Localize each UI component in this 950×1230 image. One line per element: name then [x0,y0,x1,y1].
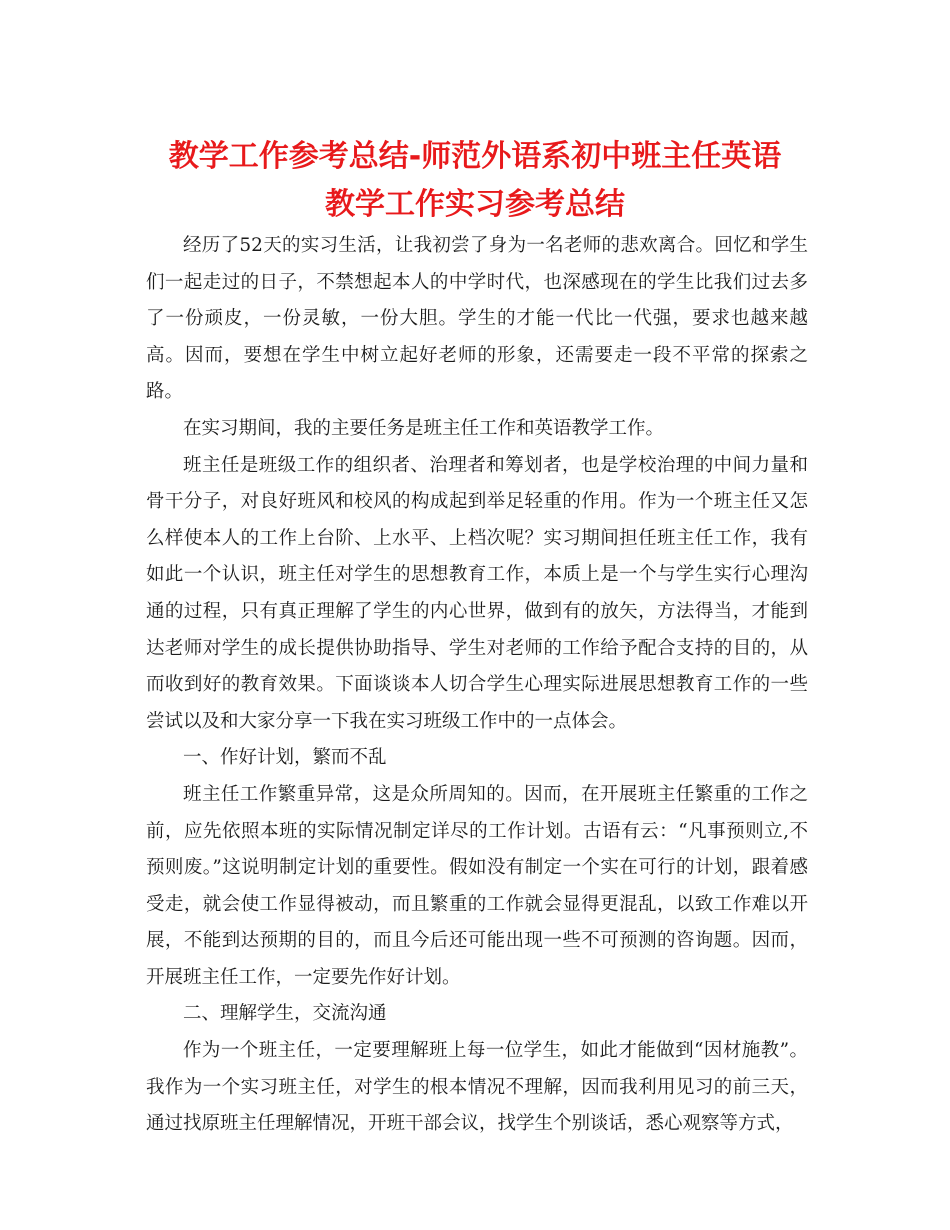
title-line-1: 教学工作参考总结-师范外语系初中班主任英语 [168,139,782,174]
paragraph-understanding-students: 作为一个班主任，一定要理解班上每一位学生，如此才能做到“因材施教”。我作为一个实习班主任，对学生的根本情况不理解，因而我利用见习的前三天，通过找原班主任理解情况，开班干部会议，找学生个别谈话，悉心观察等方式， [146,1040,808,1135]
paragraph-head-teacher-role: 班主任是班级工作的组织者、治理者和筹划者，也是学校治理的中间力量和骨干分子，对良好班风和校风的构成起到举足轻重的作用。作为一个班主任又怎么样使本人的工作上台阶、上水平、上档次呢？实习期间担任班主任工作，我有如此一个认识，班主任对学生的思想教育工作，本质上是一个与学生实行心理沟通的过程，只有真正理解了学生的内心世界，做到有的放矢，方法得当，才能到达老师对学生的成长提供协助指导、学生对老师的工作给予配合支持的目的，从而收到好的教育效果。下面谈谈本人切合学生心理实际进展思想教育工作的一些尝试以及和大家分享一下我在实习班级工作中的一点体会。 [146,454,808,732]
paragraph-intro: 经历了52天的实习生活，让我初尝了身为一名老师的悲欢离合。回忆和学生们一起走过的日子，不禁想起本人的中学时代，也深感现在的学生比我们过去多了一份顽皮，一份灵敏，一份大胆。学生的才能一代比一代强，要求也越来越高。因而，要想在学生中树立起好老师的形象，还需要走一段不平常的探索之路。 [146,235,808,403]
section-heading-2: 二、理解学生，交流沟通 [183,1003,387,1025]
document-title [120,133,830,229]
document-body [146,228,808,1143]
paragraph-planning: 班主任工作繁重异常，这是众所周知的。因而，在开展班主任繁重的工作之前，应先依照本班的实际情况制定详尽的工作计划。古语有云：“凡事预则立,不预则废。”这说明制定计划的重要性。假如没有制定一个实在可行的计划，跟着感受走，就会使工作显得被动，而且繁重的工作就会显得更混乱，以致工作难以开展，不能到达预期的目的，而且今后还可能出现一些不可预测的咨询题。因而，开展班主任工作，一定要先作好计划。 [146,783,808,988]
title-line-2: 教学工作实习参考总结 [325,187,625,222]
paragraph-main-tasks: 在实习期间，我的主要任务是班主任工作和英语教学工作。 [183,417,665,439]
section-heading-1: 一、作好计划，繁而不乱 [183,747,387,769]
